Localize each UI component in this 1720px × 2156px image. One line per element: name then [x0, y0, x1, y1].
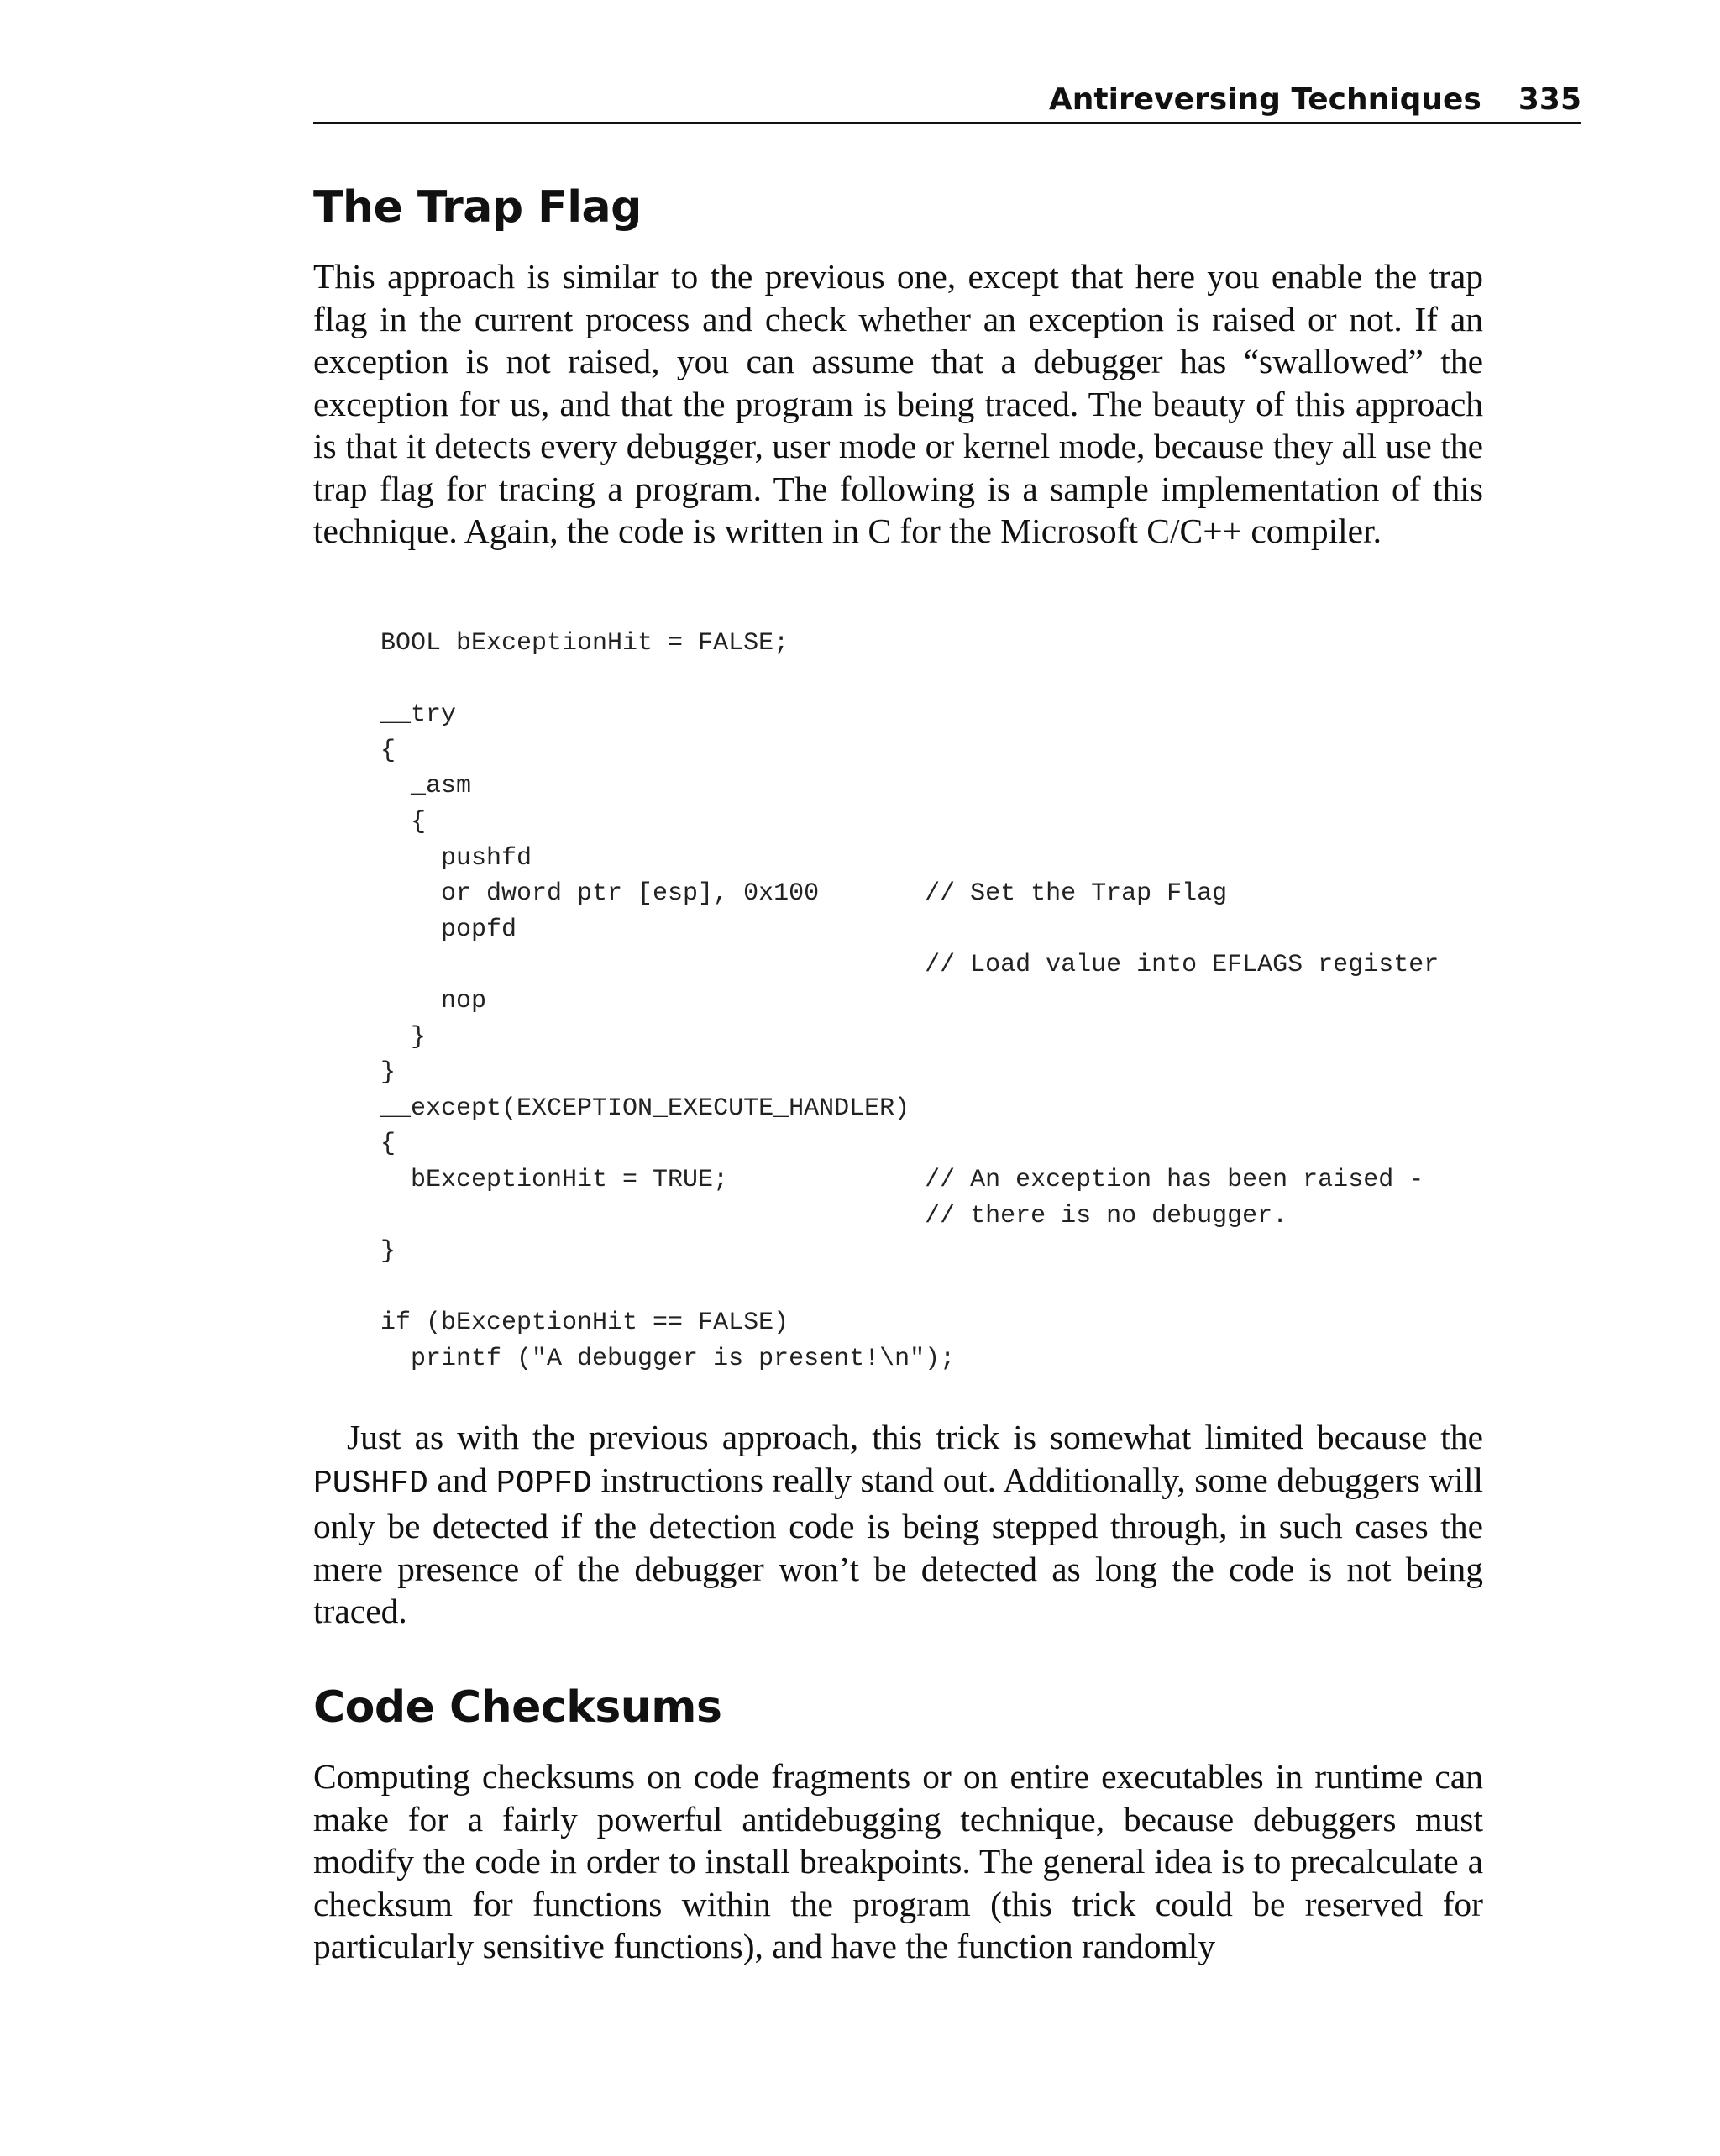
code-line: __try: [380, 700, 457, 730]
running-title: Antireversing Techniques: [1048, 82, 1481, 117]
followup-text-3: instructions really stand out. Additionally, some debuggers will only be detected if the detection code is being stepped through, in such cases the mere presence of the debugger won’t be detected as long the code is not being traced.: [313, 1460, 1483, 1630]
code-line: printf ("A debugger is present!\n");: [380, 1344, 956, 1373]
code-line: nop: [380, 986, 487, 1015]
trap-flag-followup-paragraph: [313, 1416, 1483, 1633]
code-line: __except(EXCEPTION_EXECUTE_HANDLER): [380, 1094, 910, 1123]
code-line: pushfd: [380, 843, 532, 873]
code-line: _asm: [380, 772, 472, 801]
running-header: [313, 78, 1581, 124]
code-line: {: [380, 807, 427, 837]
code-line: {: [380, 736, 396, 765]
code-line: BOOL bExceptionHit = FALSE;: [380, 629, 789, 658]
page-number: 335: [1518, 82, 1581, 117]
code-line: }: [380, 1237, 396, 1267]
code-line: or dword ptr [esp], 0x100 // Set the Trap Flag: [380, 879, 1228, 909]
section-heading-trap-flag: The Trap Flag: [313, 182, 642, 233]
code-listing: [380, 626, 1439, 1377]
code-line: [380, 662, 1439, 698]
code-line: // there is no debugger.: [380, 1201, 1288, 1230]
code-line: }: [380, 1022, 427, 1052]
code-line: [380, 1270, 1439, 1306]
followup-text-2: and: [427, 1460, 496, 1499]
code-line: // Load value into EFLAGS register: [380, 951, 1439, 980]
code-line: if (bExceptionHit == FALSE): [380, 1309, 789, 1338]
code-checksums-intro-paragraph: Computing checksums on code fragments or on entire executables in runtime can make for a fairly powerful antidebugging technique, because debuggers must modify the code in order to install breakpoints. The general idea is to precalculate a checksum for functions within the program (this trick could be reserved for particularly sensitive functions), and have the function randomly: [313, 1757, 1483, 1965]
inline-code-popfd: POPFD: [496, 1465, 592, 1502]
trap-flag-intro-paragraph: This approach is similar to the previous one, except that here you enable the trap flag in the current process and check whether an exception is raised or not. If an exception is not raised, you can assume that a debugger has “swallowed” the exception for us, and that the program is being traced. The beauty of this approach is that it detects every debugger, user mode or kernel mode, because they all use the trap flag for tracing a program. The following is a sample implementation of this technique. Again, the code is written in C for the Microsoft C/C++ compiler.: [313, 257, 1483, 550]
section-heading-code-checksums: Code Checksums: [313, 1682, 722, 1733]
code-line: bExceptionHit = TRUE; // An exception has been raised -: [380, 1165, 1424, 1194]
code-line: }: [380, 1058, 396, 1088]
book-page: [313, 0, 1581, 2156]
code-line: popfd: [380, 915, 517, 944]
followup-text-1: Just as with the previous approach, this trick is somewhat limited because the: [347, 1418, 1483, 1456]
inline-code-pushfd: PUSHFD: [313, 1465, 428, 1502]
code-line: {: [380, 1130, 396, 1159]
